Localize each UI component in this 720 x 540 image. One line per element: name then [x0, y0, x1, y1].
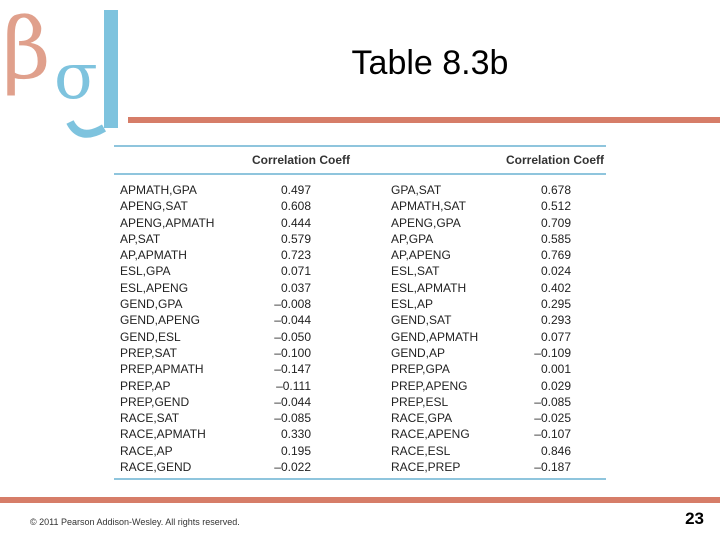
slide-title: Table 8.3b: [351, 44, 509, 82]
right-coefficient: –0.025: [534, 411, 571, 426]
table-row: [114, 379, 606, 395]
left-pair-name: GEND,APENG: [120, 313, 201, 328]
table-row: [114, 444, 606, 460]
right-pair-name: RACE,ESL: [391, 443, 451, 458]
left-coefficient: 0.608: [280, 199, 311, 214]
right-coefficient: 0.585: [540, 231, 571, 246]
left-coefficient: –0.044: [274, 313, 311, 328]
table-body: [114, 175, 606, 478]
table-row: [114, 297, 606, 313]
right-coefficient: 0.512: [540, 199, 571, 214]
right-pair-name: RACE,GPA: [391, 411, 453, 426]
right-pair-name: GEND,AP: [391, 345, 446, 360]
left-coefficient: –0.022: [274, 460, 311, 475]
left-pair-name: APMATH,GPA: [120, 183, 197, 197]
left-coefficient: –0.008: [274, 297, 311, 312]
table-row: [114, 395, 606, 411]
table-row: [114, 248, 606, 264]
table-row: [114, 427, 606, 443]
right-coefficient: –0.085: [534, 394, 571, 409]
publisher-logo: [0, 0, 130, 145]
table-bottom-rule: [114, 478, 606, 480]
header-right: Correlation Coeff: [505, 153, 604, 167]
left-coefficient: 0.497: [280, 183, 311, 197]
copyright-footer: © 2011 Pearson Addison-Wesley. All rights reserved.: [30, 517, 240, 527]
right-pair-name: PREP,APENG: [391, 378, 468, 393]
right-coefficient: 0.295: [540, 297, 571, 312]
table-row: [114, 411, 606, 427]
right-coefficient: 0.402: [540, 280, 571, 295]
left-coefficient: –0.100: [274, 345, 311, 360]
right-pair-name: GPA,SAT: [391, 183, 442, 197]
left-pair-name: APENG,SAT: [120, 199, 188, 214]
left-pair-name: RACE,AP: [120, 443, 173, 458]
left-pair-name: PREP,APMATH: [120, 362, 204, 377]
right-pair-name: GEND,APMATH: [391, 329, 479, 344]
right-pair-name: RACE,PREP: [391, 460, 461, 475]
left-coefficient: 0.037: [280, 280, 311, 295]
left-pair-name: PREP,AP: [120, 378, 171, 393]
table-row: [114, 232, 606, 248]
right-coefficient: 0.769: [540, 248, 571, 263]
left-pair-name: ESL,GPA: [120, 264, 171, 279]
left-coefficient: 0.071: [280, 264, 311, 279]
left-coefficient: –0.085: [274, 411, 311, 426]
right-coefficient: 0.024: [540, 264, 571, 279]
right-coefficient: 0.001: [540, 362, 571, 377]
left-pair-name: RACE,GEND: [120, 460, 192, 475]
left-coefficient: 0.330: [280, 427, 311, 442]
table-row: [114, 264, 606, 280]
right-pair-name: ESL,SAT: [391, 264, 440, 279]
right-coefficient: 0.029: [540, 378, 571, 393]
table-row: [114, 330, 606, 346]
left-coefficient: –0.111: [276, 378, 311, 393]
table-row: [114, 362, 606, 378]
table-row: [114, 183, 606, 199]
left-pair-name: ESL,APENG: [120, 280, 189, 295]
left-coefficient: 0.579: [280, 231, 311, 246]
right-coefficient: –0.109: [534, 345, 571, 360]
right-coefficient: 0.846: [540, 443, 571, 458]
table-row: [114, 313, 606, 329]
left-coefficient: –0.147: [274, 362, 311, 377]
right-pair-name: ESL,AP: [391, 297, 434, 312]
right-pair-name: APENG,GPA: [391, 215, 461, 230]
table-header: [114, 147, 606, 173]
left-coefficient: –0.044: [274, 394, 311, 409]
table-row: [114, 216, 606, 232]
left-pair-name: PREP,GEND: [120, 394, 190, 409]
left-pair-name: RACE,APMATH: [120, 427, 206, 442]
table-row: [114, 199, 606, 215]
right-coefficient: 0.293: [540, 313, 571, 328]
right-pair-name: AP,GPA: [391, 231, 434, 246]
left-pair-name: PREP,SAT: [120, 345, 177, 360]
table-row: [114, 281, 606, 297]
svg-text:σ: σ: [54, 40, 98, 114]
right-pair-name: APMATH,SAT: [391, 199, 466, 214]
right-pair-name: RACE,APENG: [391, 427, 470, 442]
left-pair-name: GEND,ESL: [120, 329, 181, 344]
left-coefficient: 0.723: [280, 248, 311, 263]
left-coefficient: 0.444: [280, 215, 311, 230]
right-coefficient: –0.187: [534, 460, 571, 475]
table-row: [114, 346, 606, 362]
table-row: [114, 460, 606, 476]
right-pair-name: PREP,ESL: [391, 394, 449, 409]
correlation-table: [114, 145, 606, 480]
right-coefficient: 0.678: [540, 183, 571, 197]
right-pair-name: GEND,SAT: [391, 313, 452, 328]
left-coefficient: –0.050: [274, 329, 311, 344]
right-pair-name: AP,APENG: [391, 248, 451, 263]
left-pair-name: GEND,GPA: [120, 297, 183, 312]
header-left: Correlation Coeff: [251, 153, 350, 167]
left-pair-name: APENG,APMATH: [120, 215, 215, 230]
top-divider: [128, 117, 720, 123]
bottom-divider: [0, 497, 720, 503]
left-pair-name: AP,APMATH: [120, 248, 187, 263]
right-pair-name: ESL,APMATH: [391, 280, 467, 295]
right-coefficient: –0.107: [534, 427, 571, 442]
right-pair-name: PREP,GPA: [391, 362, 450, 377]
right-coefficient: 0.709: [540, 215, 571, 230]
right-coefficient: 0.077: [540, 329, 571, 344]
left-pair-name: AP,SAT: [120, 231, 161, 246]
page-number: 23: [685, 509, 704, 528]
left-coefficient: 0.195: [280, 443, 311, 458]
left-pair-name: RACE,SAT: [120, 411, 180, 426]
svg-text:β: β: [2, 0, 51, 98]
